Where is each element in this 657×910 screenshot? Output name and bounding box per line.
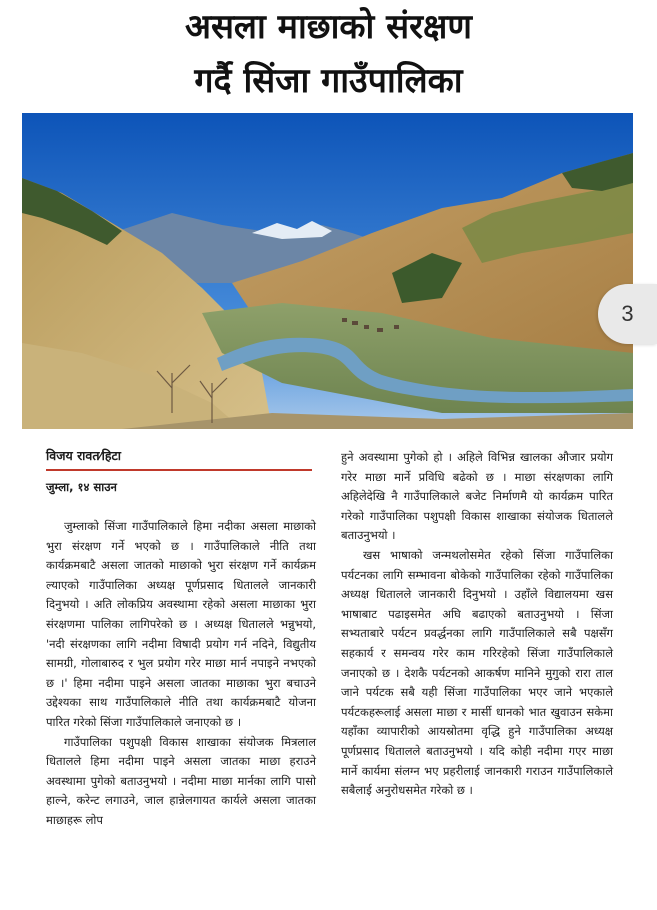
headline-line-1: असला माछाको संरक्षण	[184, 7, 473, 47]
headline-line-2: गर्दै सिंजा गाउँपालिका	[194, 61, 463, 101]
landscape-photo	[22, 113, 633, 429]
paragraph: जुम्लाको सिंजा गाउँपालिकाले हिमा नदीका असला माछाको भुरा संरक्षण गर्ने भएको छ । गाउँपालिकाले नीति तथा कार्यक्रमबाटै असला जातको माछाको भुरा संरक्षण गर्ने कार्यक्रम ल्याएको गाउँपालिका अध्यक्ष पूर्णप्रसाद धितालले जानकारी दिनुभयो । अति लोकप्रिय अवस्थामा रहेको असला माछाका भुरा संरक्षणमा पालिका लागिपरेको छ । अध्यक्ष धितालले भन्नुभयो, 'नदी संरक्षणका लागि नदीमा विषादी प्रयोग गर्न नदिने, विद्युतीय सामग्री, गोलाबारुद र भुल प्रयोग गरेर माछा मार्न नपाइने नभएको छ ।' हिमा नदीमा पाइने असला जातका माछाका भुरा बचाउने उद्देश्यका साथ गाउँपालिकाले नीति तथा कार्यक्रमबाटै योजना पारित गरेको सिंजा गाउँपालिकाले जनाएको छ ।	[46, 519, 316, 729]
paragraph: हुने अवस्थामा पुगेको हो । अहिले विभिन्न खालका औजार प्रयोग गरेर माछा मार्ने प्रविधि बढेको छ । माछा संरक्षणका लागि अहिलेदेखि नै गाउँपालिकाले बजेट निर्माणमै यो कार्यक्रम पारित गरेको गाउँपालिका पशुपक्षी विकास शाखाका संयोजक धितालले बताउनुभयो ।	[341, 450, 613, 543]
article-column-right	[341, 448, 613, 801]
paragraph: गाउँपालिका पशुपक्षी विकास शाखाका संयोजक मित्रलाल धितालले हिमा नदीमा पाइने असला जातका माछा हराउने अवस्थामा पुगेको बताउनुभयो । नदीमा माछा मार्नका लागि पासो हाल्ने, करेन्ट लगाउने, जाल हान्नेलगायत कार्यले असला जातका माछाहरू लोप	[46, 734, 316, 827]
dateline: जुम्ला, १४ साउन	[46, 480, 117, 494]
article-column-left	[46, 445, 316, 831]
paragraph: खस भाषाको जन्मथलोसमेत रहेको सिंजा गाउँपालिका पर्यटनका लागि सम्भावना बोकेको गाउँपालिका रहेको गाउँपालिका अध्यक्ष धितालले जानकारी दिनुभयो । उहाँले विद्यालयमा खस भाषाबाट पढाइसमेत अघि बढाएको बताउनुभयो । सिंजा सभ्यताबारे पर्यटन प्रवर्द्धनका लागि गाउँपालिकाले सबै पक्षसँग सहकार्य र समन्वय गरेर काम गरिरहेको सिंजा गाउँपालिकाले जनाएको छ । देशकै पर्यटनको आकर्षण मानिने मुगुको रारा ताल जाने पर्यटक सबै यही सिंजा गाउँपालिका भएर जाने भएकाले पर्यटकहरूलाई असला माछा र मार्सी धानको भात खुवाउन सकेमा यहाँका व्यापारीको आयस्रोतमा वृद्धि हुने गाउँपालिका अध्यक्ष पूर्णप्रसाद धितालले बताउनुभयो । यदि कोही नदीमा गएर माछा मार्ने कार्यमा संलग्न भए प्रहरीलाई जानकारी गराउन गाउँपालिकाले सबैलाई अनुरोधसमेत गरेको छ ।	[341, 547, 613, 798]
page-number-tab: 3	[598, 284, 657, 344]
byline: विजय रावत⁄हिटा	[46, 445, 312, 471]
headline	[0, 0, 657, 108]
mountain-landscape-icon	[22, 113, 633, 429]
